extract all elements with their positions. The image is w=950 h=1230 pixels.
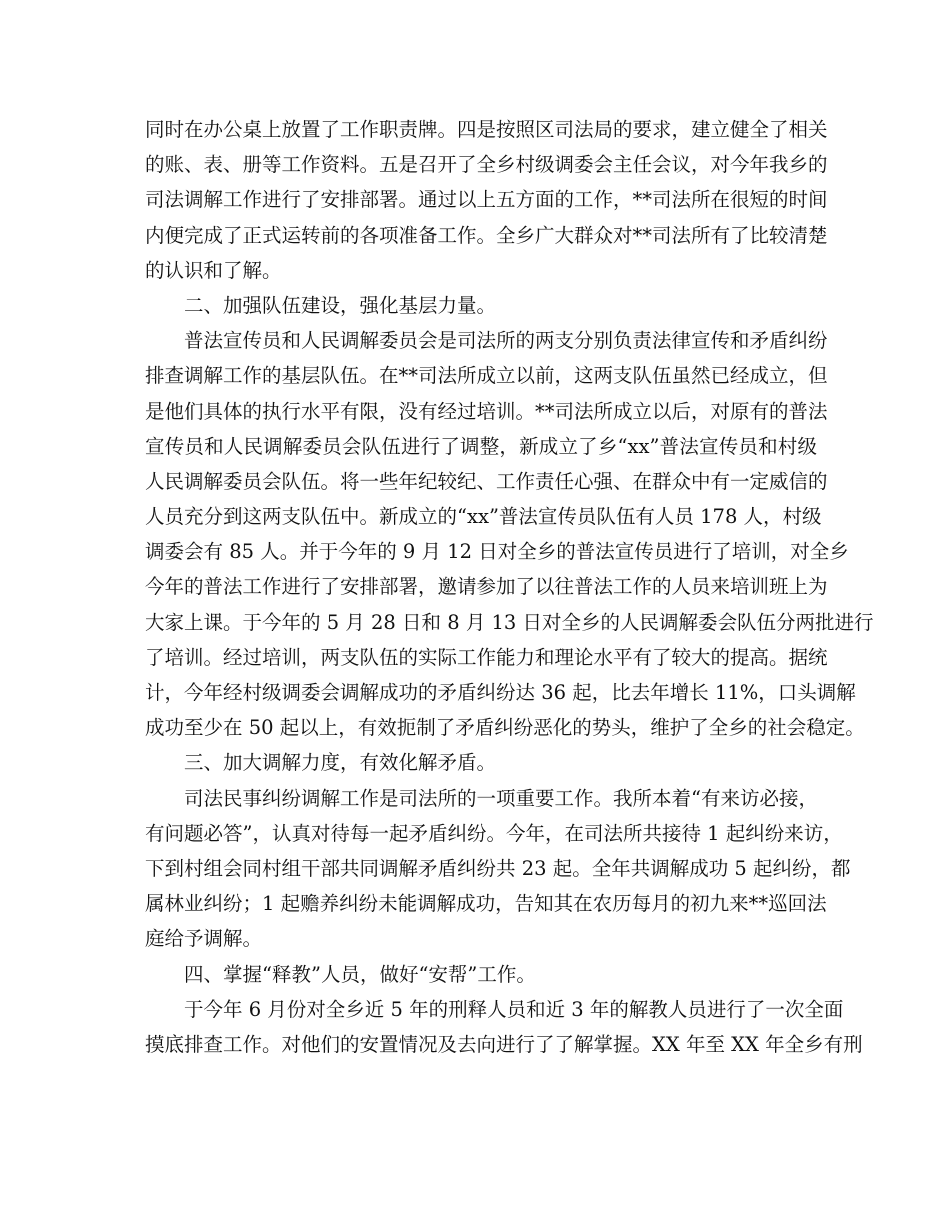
text-line: 四、掌握“释教”人员，做好“安帮”工作。 [184,962,536,986]
document-body [145,112,874,1062]
text-line: 大家上课。于今年的 5 月 28 日和 8 月 13 日对全乡的人民调解委会队伍分两批进行 [145,610,874,634]
text-line: 下到村组会同村组干部共同调解矛盾纠纷共 23 起。全年共调解成功 5 起纠纷，都 [145,856,851,880]
text-line: 宣传员和人民调解委员会队伍进行了调整，新成立了乡“xx”普法宣传员和村级 [145,434,817,458]
text-line: 内便完成了正式运转前的各项准备工作。全乡广大群众对**司法所有了比较清楚 [145,223,828,247]
text-line: 人民调解委员会队伍。将一些年纪较纪、工作责任心强、在群众中有一定威信的 [145,469,828,493]
text-line: 了培训。经过培训，两支队伍的实际工作能力和理论水平有了较大的提高。据统 [145,645,828,669]
text-line: 今年的普法工作进行了安排部署，邀请参加了以往普法工作的人员来培训班上为 [145,575,828,599]
text-line: 摸底排查工作。对他们的安置情况及去向进行了了解掌握。XX 年至 XX 年全乡有刑 [145,1032,863,1056]
text-line: 于今年 6 月份对全乡近 5 年的刑释人员和近 3 年的解教人员进行了一次全面 [184,997,844,1021]
text-line: 二、加强队伍建设，强化基层力量。 [184,293,497,317]
text-line: 同时在办公桌上放置了工作职责牌。四是按照区司法局的要求，建立健全了相关 [145,118,828,141]
text-line: 庭给予调解。 [145,927,263,951]
text-line: 的认识和了解。 [145,258,282,282]
text-line: 排查调解工作的基层队伍。在**司法所成立以前，这两支队伍虽然已经成立，但 [145,364,828,388]
text-line: 的账、表、册等工作资料。五是召开了全乡村级调委会主任会议，对今年我乡的 [145,153,828,177]
text-line: 三、加大调解力度，有效化解矛盾。 [184,751,497,775]
text-line: 成功至少在 50 起以上，有效扼制了矛盾纠纷恶化的势头，维护了全乡的社会稳定。 [145,716,865,740]
text-line: 是他们具体的执行水平有限，没有经过培训。**司法所成立以后，对原有的普法 [145,399,828,423]
text-line: 属林业纠纷；1 起赡养纠纷未能调解成功，告知其在农历每月的初九来**巡回法 [145,892,827,916]
text-line: 调委会有 85 人。并于今年的 9 月 12 日对全乡的普法宣传员进行了培训，对全乡 [145,540,849,564]
text-line: 有问题必答”，认真对待每一起矛盾纠纷。今年，在司法所共接待 1 起纠纷来访， [145,821,843,845]
text-line: 司法民事纠纷调解工作是司法所的一项重要工作。我所本着“有来访必接， [184,786,818,810]
text-line: 人员充分到这两支队伍中。新成立的“xx”普法宣传员队伍有人员 178 人，村级 [145,505,822,529]
text-line: 计，今年经村级调委会调解成功的矛盾纠纷达 36 起，比去年增长 11%，口头调解 [145,681,856,704]
text-line: 司法调解工作进行了安排部署。通过以上五方面的工作，**司法所在很短的时间 [145,188,828,212]
text-line: 普法宣传员和人民调解委员会是司法所的两支分别负责法律宣传和矛盾纠纷 [184,329,828,353]
